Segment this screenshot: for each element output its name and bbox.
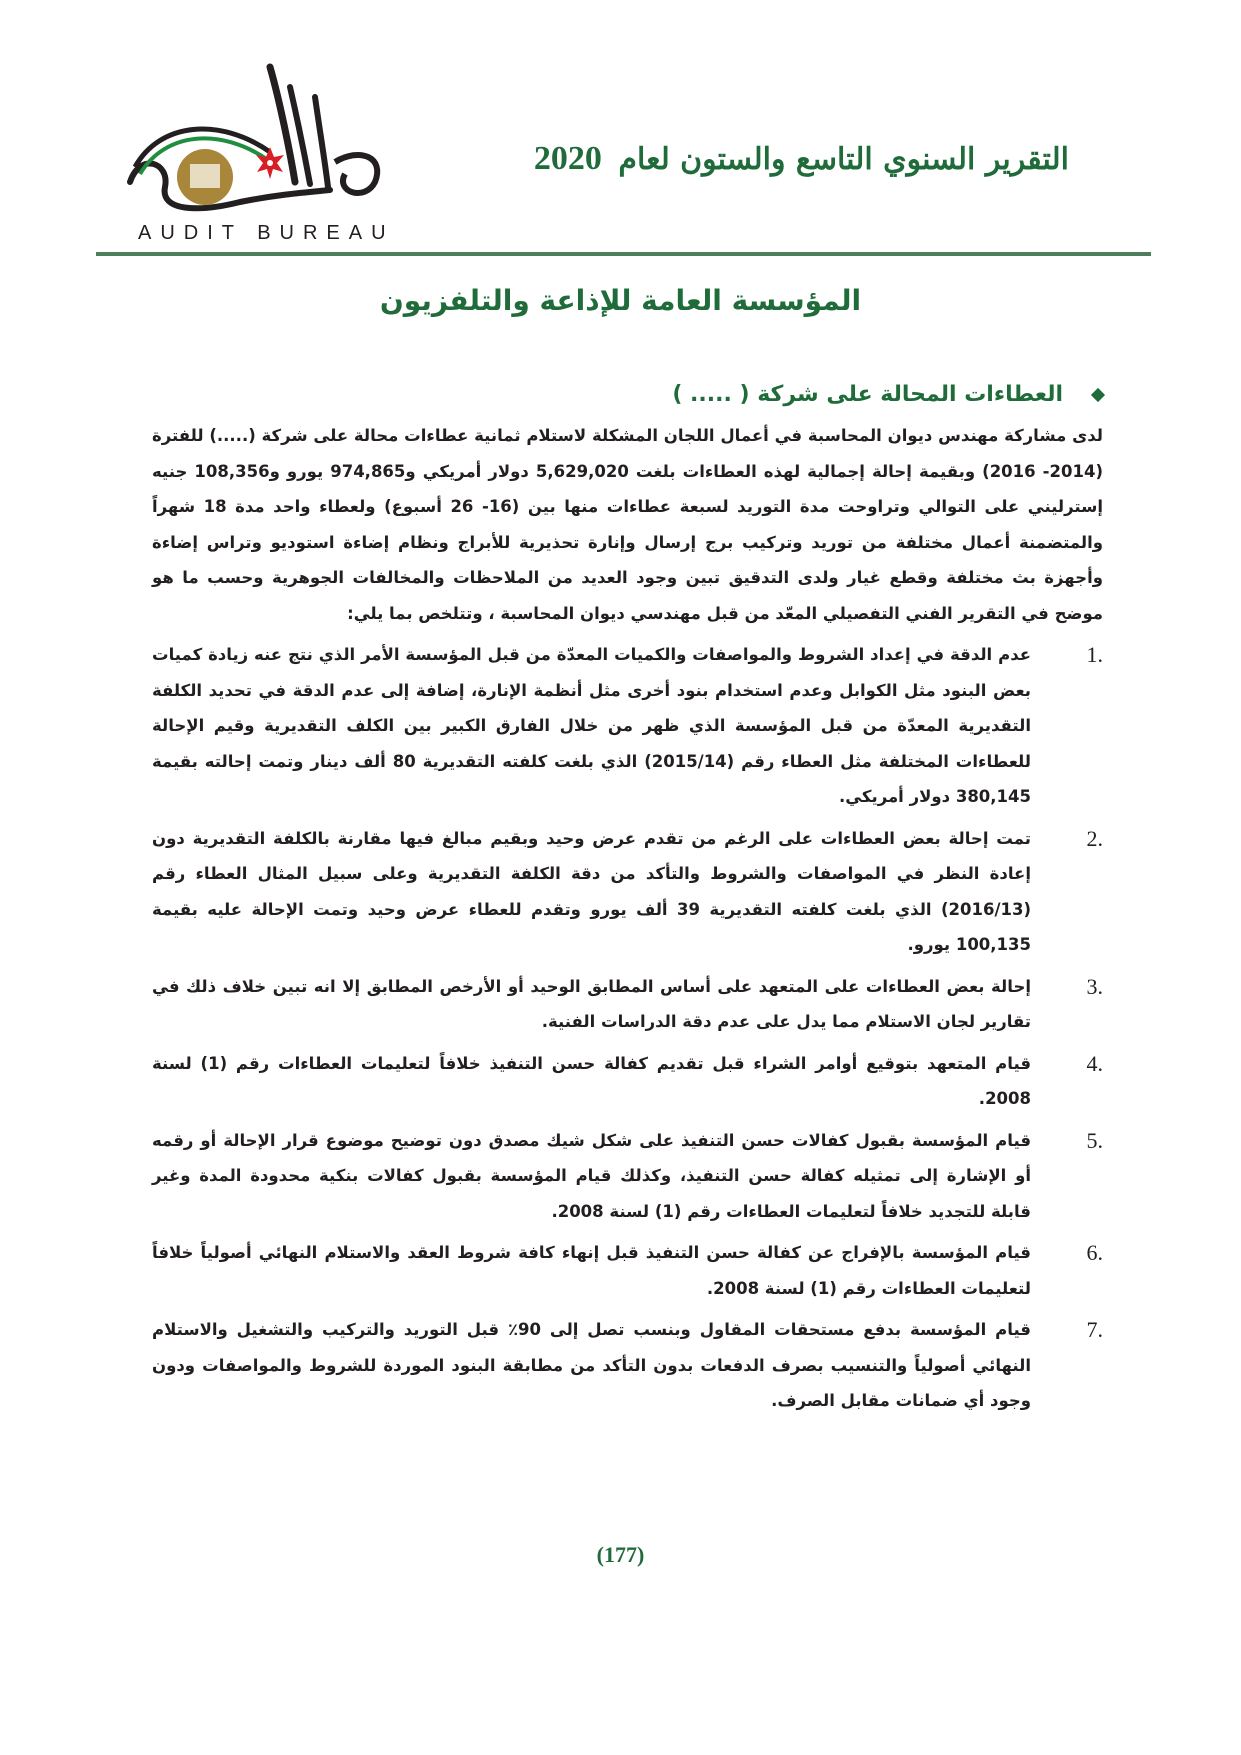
section-heading-text: العطاءات المحالة على شركة ( ..... ) (672, 382, 1063, 407)
report-title-text: التقرير السنوي التاسع والستون لعام (618, 142, 1069, 177)
finding-text: عدم الدقة في إعداد الشروط والمواصفات والكميات المعدّة من قبل المؤسسة الأمر الذي نتج عنه زيادة كميات بعض البنود مثل الكوابل وعدم استخدام بنود أخرى مثل أنظمة الإنارة، إضافة إلى عدم الدقة في تحديد الكلفة التقديرية المعدّة من قبل المؤسسة الذي ظهر من خلال الفارق الكبير بين الكلف التقديرية وقيم الإحالة للعطاءات المختلفة مثل العطاء رقم (2015/14) الذي بلغت كلفته التقديرية 80 ألف دينار وتمت إحالته بقيمة 380,145 دولار أمريكي. (152, 645, 1031, 806)
finding-number: 6. (1086, 1240, 1103, 1265)
diamond-icon (1091, 387, 1105, 401)
report-year: 2020 (533, 140, 602, 177)
finding-number: 3. (1086, 973, 1103, 999)
finding-number: 1. (1086, 642, 1103, 667)
finding-number: 4. (1086, 1050, 1103, 1076)
report-title (534, 140, 1069, 178)
finding-item (152, 1235, 1103, 1306)
finding-item (152, 1046, 1103, 1117)
finding-number: 7. (1086, 1317, 1103, 1342)
logo-emblem-icon (120, 62, 420, 227)
finding-text: تمت إحالة بعض العطاءات على الرغم من تقدم عرض وحيد وبقيم مبالغ فيها مقارنة بالكلفة التقديرية دون إعادة النظر في المواصفات والشروط والتأكد من دقة الكلفة التقديرية وعلى سبيل المثال العطاء رقم (2016/13) الذي بلغت كلفته التقديرية 39 ألف يورو وتقدم للعطاء عرض وحيد وتمت الإحالة عليه بقيمة 100,135 يورو. (152, 828, 1031, 954)
finding-text: قيام المؤسسة بدفع مستحقات المقاول وبنسب تصل إلى 90٪ قبل التوريد والتركيب والتشغيل والاستلام النهائي أصولياً والتنسيب بصرف الدفعات بدون التأكد من مطابقة البنود الموردة للشروط والمواصفات ودون وجود أي ضمانات مقابل الصرف. (152, 1320, 1031, 1410)
intro-paragraph: لدى مشاركة مهندس ديوان المحاسبة في أعمال اللجان المشكلة لاستلام ثمانية عطاءات محالة على شركة (.....) للفترة (2014- 2016) وبقيمة إحالة إجمالية لهذه العطاءات بلغت 5,629,020 دولار أمريكي و974,865 يورو و108,356 جنيه إسترليني على التوالي وتراوحت مدة التوريد لسبعة عطاءات منها بين (16- 26 أسبوع) ولعطاء واحد مدة 18 شهراً والمتضمنة أعمال مختلفة من توريد وتركيب برج إرسال وإنارة تحذيرية للأبراج ونظام إضاءة استوديو وتراس إضاءة وأجهزة بث مختلفة وقطع غيار ولدى التدقيق تبين وجود العديد من الملاحظات والمخالفات الجوهرية وحسب ما هو موضح في التقرير الفني التفصيلي المعّد من قبل مهندسي ديوان المحاسبة ، وتتلخص بما يلي: (152, 426, 1104, 623)
finding-item (152, 969, 1103, 1040)
section-heading (672, 382, 1103, 407)
page-number: (177) (596, 1542, 645, 1567)
finding-text: إحالة بعض العطاءات على المتعهد على أساس المطابق الوحيد أو الأرخص المطابق إلا انه تبين خلاف ذلك في تقارير لجان الاستلام مما يدل على عدم دقة الدراسات الفنية. (152, 976, 1031, 1031)
finding-item (152, 637, 1103, 815)
entity-title: المؤسسة العامة للإذاعة والتلفزيون (379, 284, 862, 317)
finding-number: 2. (1086, 825, 1103, 851)
findings-list (152, 637, 1103, 1419)
finding-text: قيام المؤسسة بالإفراج عن كفالة حسن التنفيذ قبل إنهاء كافة شروط العقد والاستلام النهائي أصولياً خلافاً لتعليمات العطاءات رقم (1) لسنة 2008. (152, 1243, 1031, 1298)
section-body (152, 418, 1103, 1419)
finding-text: قيام المؤسسة بقبول كفالات حسن التنفيذ على شكل شيك مصدق دون توضيح موضوع قرار الإحالة أو رقمه أو الإشارة إلى تمثيله كفالة حسن التنفيذ، وكذلك قيام المؤسسة بقبول كفالات بنكية محدودة المدة وغير قابلة للتجديد خلافاً لتعليمات العطاءات رقم (1) لسنة 2008. (152, 1130, 1031, 1221)
finding-item (152, 821, 1103, 963)
header-divider (96, 252, 1151, 256)
finding-item (152, 1123, 1103, 1230)
finding-item (152, 1312, 1103, 1419)
finding-number: 5. (1086, 1127, 1103, 1153)
logo-english-text: AUDIT BUREAU (138, 222, 395, 244)
audit-bureau-logo (120, 62, 420, 252)
finding-text: قيام المتعهد بتوقيع أوامر الشراء قبل تقديم كفالة حسن التنفيذ خلافاً لتعليمات العطاءات رقم (1) لسنة 2008. (152, 1053, 1032, 1108)
